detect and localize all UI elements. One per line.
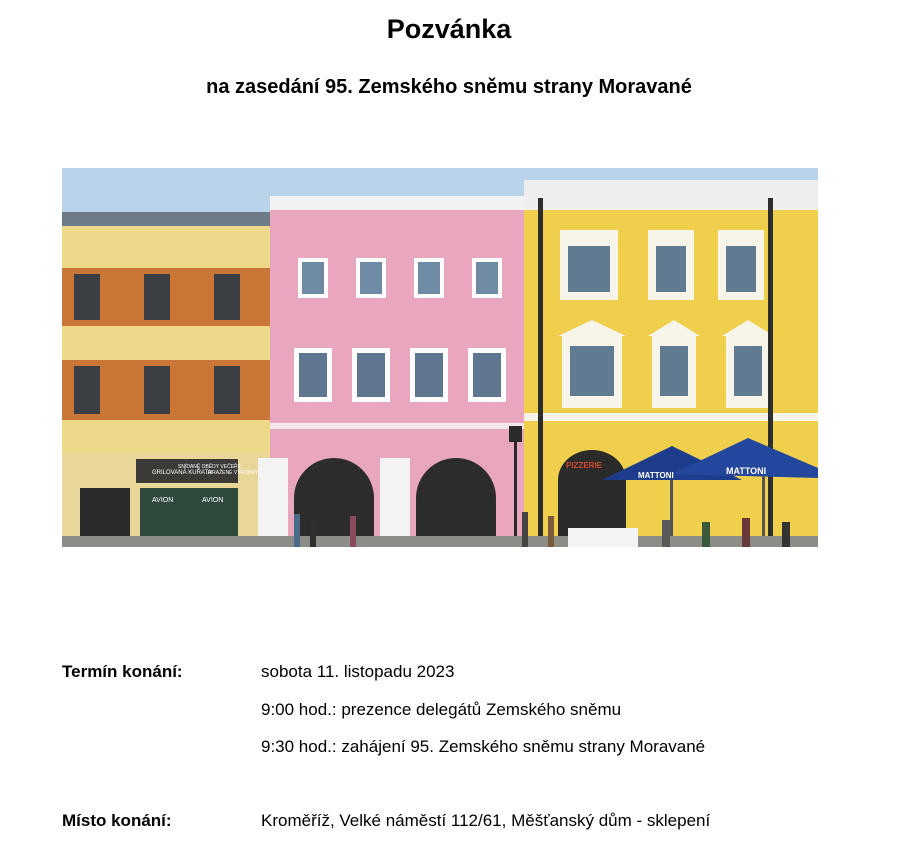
sign-mattoni-1: MATTONI [726,466,767,476]
page-title: Pozvánka [386,14,512,44]
sign-grill: GRILOVANÁ KUŘATA [152,470,212,476]
place-label: Místo konání: [62,811,172,830]
place-value: Kroměříž, Velké náměstí 112/61, Měšťanský dům - sklepení [261,811,711,830]
term-opening: 9:30 hod.: zahájení 95. Zemského sněmu strany Moravané [261,737,706,756]
sign-frozen: MRAŽENÉ VÝROBKY [208,470,259,476]
term-label: Termín konání: [62,662,183,681]
sign-meals: SNÍDANĚ OBĚDY VEČEŘE [178,464,241,470]
term-registration: 9:00 hod.: prezence delegátů Zemského sněmu [261,700,622,719]
sign-avion-1: AVION [152,497,174,504]
sign-mattoni-2: MATTONI [638,471,674,480]
sign-avion-2: AVION [202,497,224,504]
term-date: sobota 11. listopadu 2023 [261,662,455,681]
town-square-illustration [62,168,818,547]
page-subtitle: na zasedání 95. Zemského sněmu strany Moravané [206,76,692,98]
town-square-photo [62,168,818,547]
sign-pizzerie: PIZZERIE [566,461,603,470]
